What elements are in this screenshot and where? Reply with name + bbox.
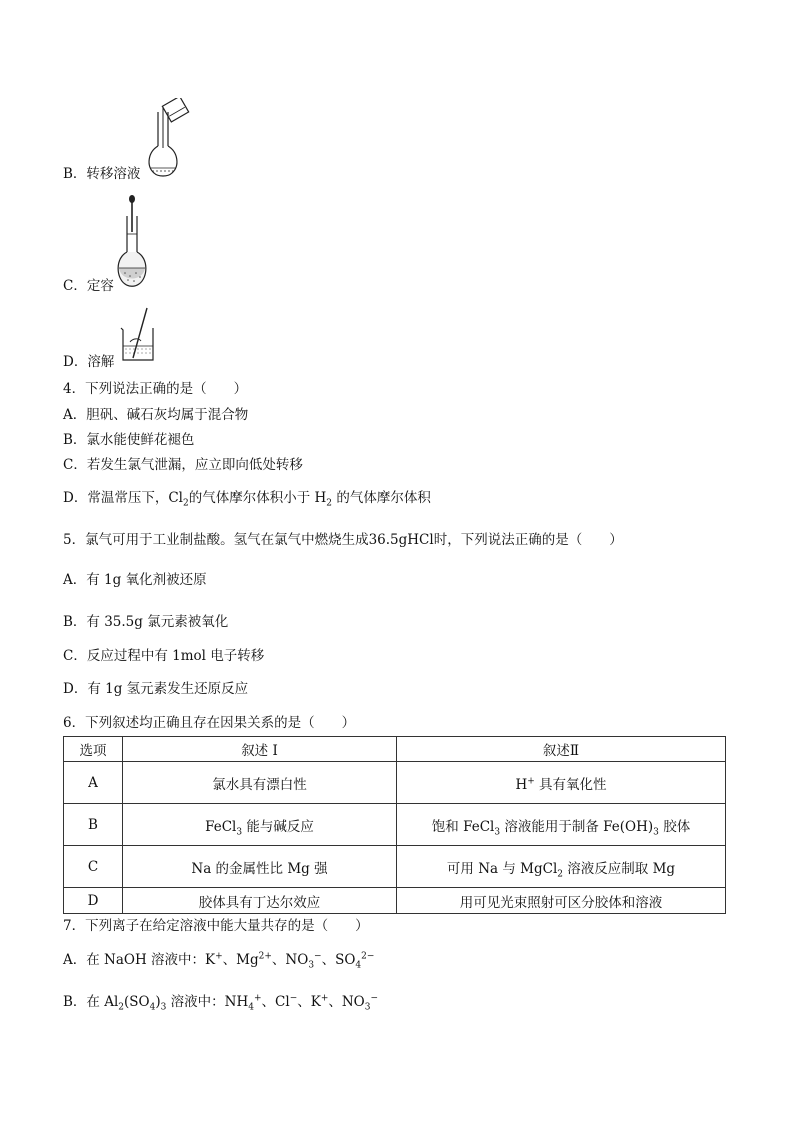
q5-option-c: C．反应过程中有 1mol 电子转移 (63, 648, 265, 664)
table-header-row (64, 737, 726, 762)
q7-option-b: B．在 $Al_2(SO_4)_3$ 溶液中：$NH_4^+$、Cl−、K+、$NO_3^-$ (63, 993, 379, 1013)
row-a-option: A (64, 762, 123, 804)
q4-option-d: D．常温常压下，$Cl_2$的气体摩尔体积小于 $H_2$ 的气体摩尔体积 (63, 490, 431, 509)
row-c-statement-1: Na 的金属性比 Mg 强 (123, 846, 397, 888)
header-option: 选项 (64, 737, 123, 762)
q6-table (63, 736, 726, 914)
header-statement-2: 叙述Ⅱ (397, 737, 726, 762)
q4-stem: 4．下列说法正确的是（ ） (63, 381, 248, 397)
q4-option-a: A．胆矾、碱石灰均属于混合物 (63, 407, 249, 423)
row-c-statement-2: 可用 Na 与 MgCl$_2$ 溶液反应制取 Mg (397, 846, 726, 888)
table-row (64, 762, 726, 804)
header-statement-1: 叙述 I (123, 737, 397, 762)
q3-option-c: C．定容 (63, 278, 114, 294)
row-a-statement-1: 氯水具有漂白性 (123, 762, 397, 804)
q3-option-d: D．溶解 (63, 354, 115, 370)
q5-option-d: D．有 1g 氢元素发生还原反应 (63, 681, 249, 697)
q7-option-a: A．在 NaOH 溶液中：K+、$Mg^{2+}$、$NO_3^-$、$SO_4^{2-}$ (63, 951, 375, 971)
row-a-statement-2: H+ 具有氧化性 (397, 762, 726, 804)
table-row (64, 846, 726, 888)
q3-option-b: B．转移溶液 (63, 166, 141, 182)
q7-stem: 7．下列离子在给定溶液中能大量共存的是（ ） (63, 918, 369, 934)
table-row (64, 804, 726, 846)
q6-stem: 6．下列叙述均正确且存在因果关系的是（ ） (63, 715, 356, 731)
row-d-statement-2: 用可见光束照射可区分胶体和溶液 (397, 888, 726, 914)
volumetric-flask-transfer-figure (146, 98, 192, 180)
q4-option-b: B．氯水能使鲜花褪色 (63, 432, 195, 448)
row-b-statement-1: FeCl$_3$ 能与碱反应 (123, 804, 397, 846)
volumetric-flask-dropper-figure (117, 194, 163, 292)
q5-option-a: A．有 1g 氧化剂被还原 (63, 572, 207, 588)
row-d-statement-1: 胶体具有丁达尔效应 (123, 888, 397, 914)
q4-option-c: C．若发生氯气泄漏，应立即向低处转移 (63, 457, 303, 473)
q5-stem: 5．氯气可用于工业制盐酸。氢气在氯气中燃烧生成36.5gHCl时，下列说法正确的是（ ） (63, 532, 623, 548)
row-c-option: C (64, 846, 123, 888)
table-row (64, 888, 726, 914)
row-b-option: B (64, 804, 123, 846)
q5-option-b: B．有 35.5g 氯元素被氧化 (63, 614, 229, 630)
row-d-option: D (64, 888, 123, 914)
beaker-glass-rod-figure (119, 306, 159, 364)
row-b-statement-2: 饱和 FeCl$_3$ 溶液能用于制备 $Fe(OH)_3$ 胶体 (397, 804, 726, 846)
